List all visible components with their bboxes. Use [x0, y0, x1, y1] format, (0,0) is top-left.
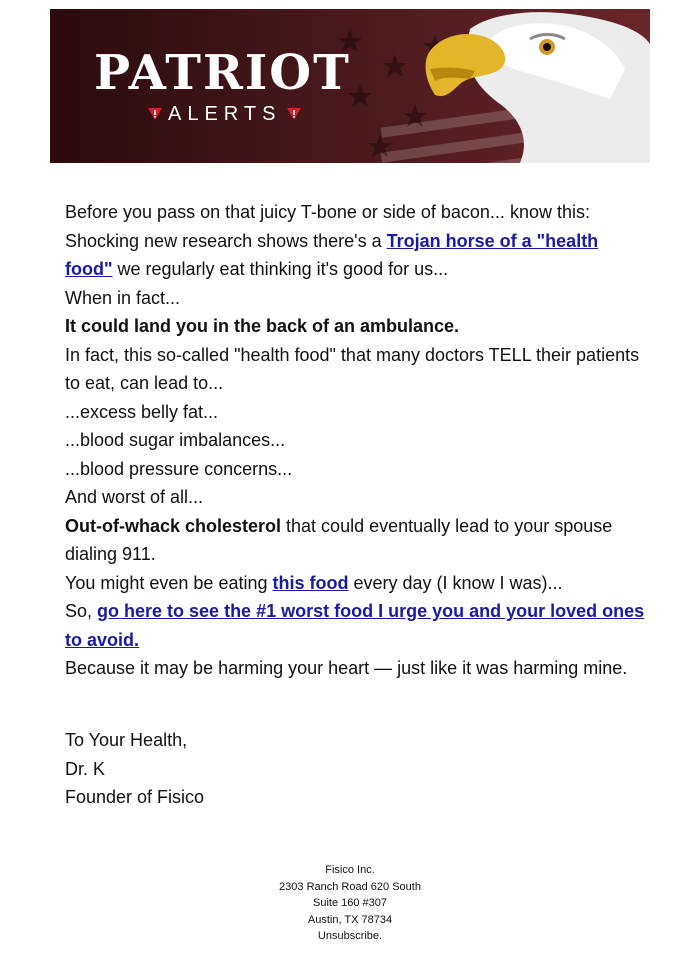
brand-title: PATRIOT: [94, 45, 351, 101]
text: that could eventually lead to your spouse dialing 911.: [65, 515, 613, 564]
paragraph: [65, 569, 645, 598]
bold-text: It could land you in the back of an ambulance.: [65, 316, 460, 336]
footer-address-line: Suite 160 #307: [312, 897, 387, 909]
paragraph: When in fact...: [65, 287, 181, 308]
paragraph: ...blood pressure concerns...: [65, 458, 293, 479]
paragraph: In fact, this so-called "health food" that many doctors TELL their patients to eat, can lead to...: [65, 344, 640, 393]
bold-text: Out-of-whack cholesterol: [65, 515, 282, 536]
paragraph: Because it may be harming your heart — just like it was harming mine.: [65, 658, 628, 678]
text: Shocking new research shows there's a: [65, 230, 387, 251]
alert-triangle-icon: [287, 107, 301, 121]
signoff-title: Founder of Fisico: [65, 787, 205, 807]
signoff: [65, 726, 204, 812]
paragraph: [65, 597, 645, 654]
brand-subtitle-text: ALERTS: [168, 103, 282, 125]
footer-company: Fisico Inc.: [325, 864, 375, 876]
worst-food-link[interactable]: go here to see the #1 worst food I urge you and your loved ones to avoid.: [65, 601, 645, 650]
text: So,: [65, 601, 98, 621]
paragraph: [65, 312, 645, 341]
text: we regularly eat thinking it's good for us...: [112, 259, 449, 279]
paragraph: ...excess belly fat...: [65, 401, 219, 422]
email-body: [65, 198, 645, 683]
brand-subtitle: [148, 104, 301, 124]
header-banner: [50, 9, 650, 163]
footer-city: Austin, TX 78734: [307, 913, 393, 926]
footer: [0, 862, 700, 945]
alert-triangle-icon: [148, 107, 162, 121]
unsubscribe-link[interactable]: Unsubscribe.: [317, 930, 383, 942]
text: You might even be eating: [65, 572, 273, 593]
paragraph: [65, 227, 645, 284]
signoff-name: Dr. K: [65, 758, 106, 779]
text: every day (I know I was)...: [348, 572, 563, 593]
this-food-link[interactable]: this food: [272, 572, 349, 593]
footer-address-line: 2303 Ranch Road 620 South: [279, 880, 421, 893]
paragraph: And worst of all...: [65, 487, 204, 507]
paragraph: ...blood sugar imbalances...: [65, 430, 286, 450]
trojan-horse-link[interactable]: Trojan horse of a "health food": [65, 230, 599, 279]
paragraph: [65, 512, 645, 569]
paragraph: Before you pass on that juicy T-bone or side of bacon... know this:: [65, 202, 590, 222]
signoff-line: To Your Health,: [65, 730, 188, 750]
